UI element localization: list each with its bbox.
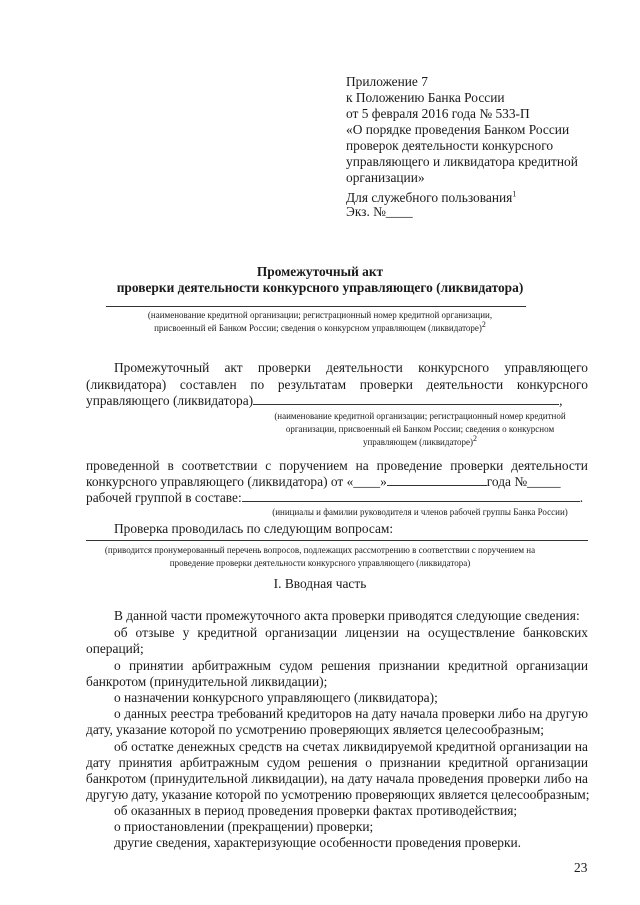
paragraph-assignment: проведенной в соответствии с поручением на проведение проверки деятельности [86, 458, 588, 473]
paragraph-assignment-line3: рабочей группой в составе: . [86, 490, 584, 505]
paragraph-act-compiled-line3: управляющего (ликвидатора) , [86, 393, 563, 408]
restricted-label: Для служебного пользования$^1$ [346, 189, 517, 205]
document-subtitle: проверки деятельности конкурсного управляющего (ликвидатора) [116, 280, 524, 295]
appendix-date: от 5 февраля 2016 года № 533-П [346, 106, 530, 121]
list-item-funds-balance-cont: банкротом (принудительной ликвидации), на дату начала проведения проверки либо на [86, 771, 588, 786]
appendix-number: Приложение 7 [346, 74, 428, 89]
note-org-info: (наименование кредитной организации; регистрационный номер кредитной организации, присвоенный ей Банком России; сведения о конкурсном управляющем (ликвидаторе)$^2$ [147, 310, 493, 333]
section-title: I. Вводная часть [273, 576, 367, 591]
list-item-license: об отзыве у кредитной организации лицензии на осуществление банковских [114, 625, 588, 640]
list-item-obstruction: об оказанных в период проведения проверки фактах противодействия; [114, 803, 518, 818]
list-item-funds-balance-cont: дату принятия арбитражным судом решения о признании кредитной организации [86, 755, 588, 770]
blank-line-questions [86, 540, 588, 541]
list-item-license-cont: операций; [86, 641, 144, 656]
regulation-title-line: управляющего и ликвидатора кредитной [346, 154, 578, 169]
questions-intro: Проверка проводилась по следующим вопросам: [114, 521, 394, 536]
intro-lead: В данной части промежуточного акта проверки приводятся следующие сведения: [114, 608, 580, 623]
appendix-reference: к Положению Банка России [346, 90, 505, 105]
list-item-court-decision: о принятии арбитражным судом решения признании кредитной организации [114, 658, 588, 673]
blank-line-org [106, 306, 526, 307]
document-title: Промежуточный акт [256, 264, 384, 279]
list-item-creditors-register: о данных реестра требований кредиторов на дату начала проверки либо на другую [114, 706, 588, 721]
paragraph-act-compiled: Промежуточный акт проверки деятельности конкурсного управляющего [114, 360, 588, 375]
list-item-funds-balance-cont: другую дату, указание которой по усмотрению проверяющих является целесообразным; [86, 787, 590, 802]
list-item-other: другие сведения, характеризующие особенности проведения проверки. [114, 835, 521, 850]
paragraph-assignment-line2: конкурсного управляющего (ликвидатора) от «____» года №_____ [86, 474, 561, 489]
list-item-court-decision-cont: банкротом (принудительной ликвидации); [86, 674, 328, 689]
regulation-title-line: проверок деятельности конкурсного [346, 138, 554, 153]
note-questions: (приводится пронумерованный перечень вопросов, подлежащих рассмотрению в соответствии с поручением на проведение проверки деятельности конкурсного управляющего (ликвидатора) [104, 545, 536, 568]
copy-number: Экз. №____ [346, 204, 413, 219]
list-item-appointment: о назначении конкурсного управляющего (ликвидатора); [114, 690, 438, 705]
regulation-title-line: организации» [346, 170, 425, 185]
list-item-creditors-register-cont: дату, указание которой по усмотрению проверяющих является целесообразным; [86, 722, 544, 737]
list-item-suspension: о приостановлении (прекращении) проверки; [114, 819, 374, 834]
note-group-members: (инициалы и фамилии руководителя и членов рабочей группы Банка России) [272, 507, 568, 517]
regulation-title-line: «О порядке проведения Банком России [346, 122, 570, 137]
paragraph-act-compiled-line2: (ликвидатора) составлен по результатам проверки деятельности конкурсного [86, 377, 588, 392]
page-number: 23 [574, 860, 588, 875]
list-item-funds-balance: об остатке денежных средств на счетах ликвидируемой кредитной организации на [114, 739, 588, 754]
note-org-info-2: (наименование кредитной организации; регистрационный номер кредитной организации, присвоенный ей Банком России; сведения о конкурсном управляющем (ликвидаторе)$^2$ [274, 411, 566, 447]
